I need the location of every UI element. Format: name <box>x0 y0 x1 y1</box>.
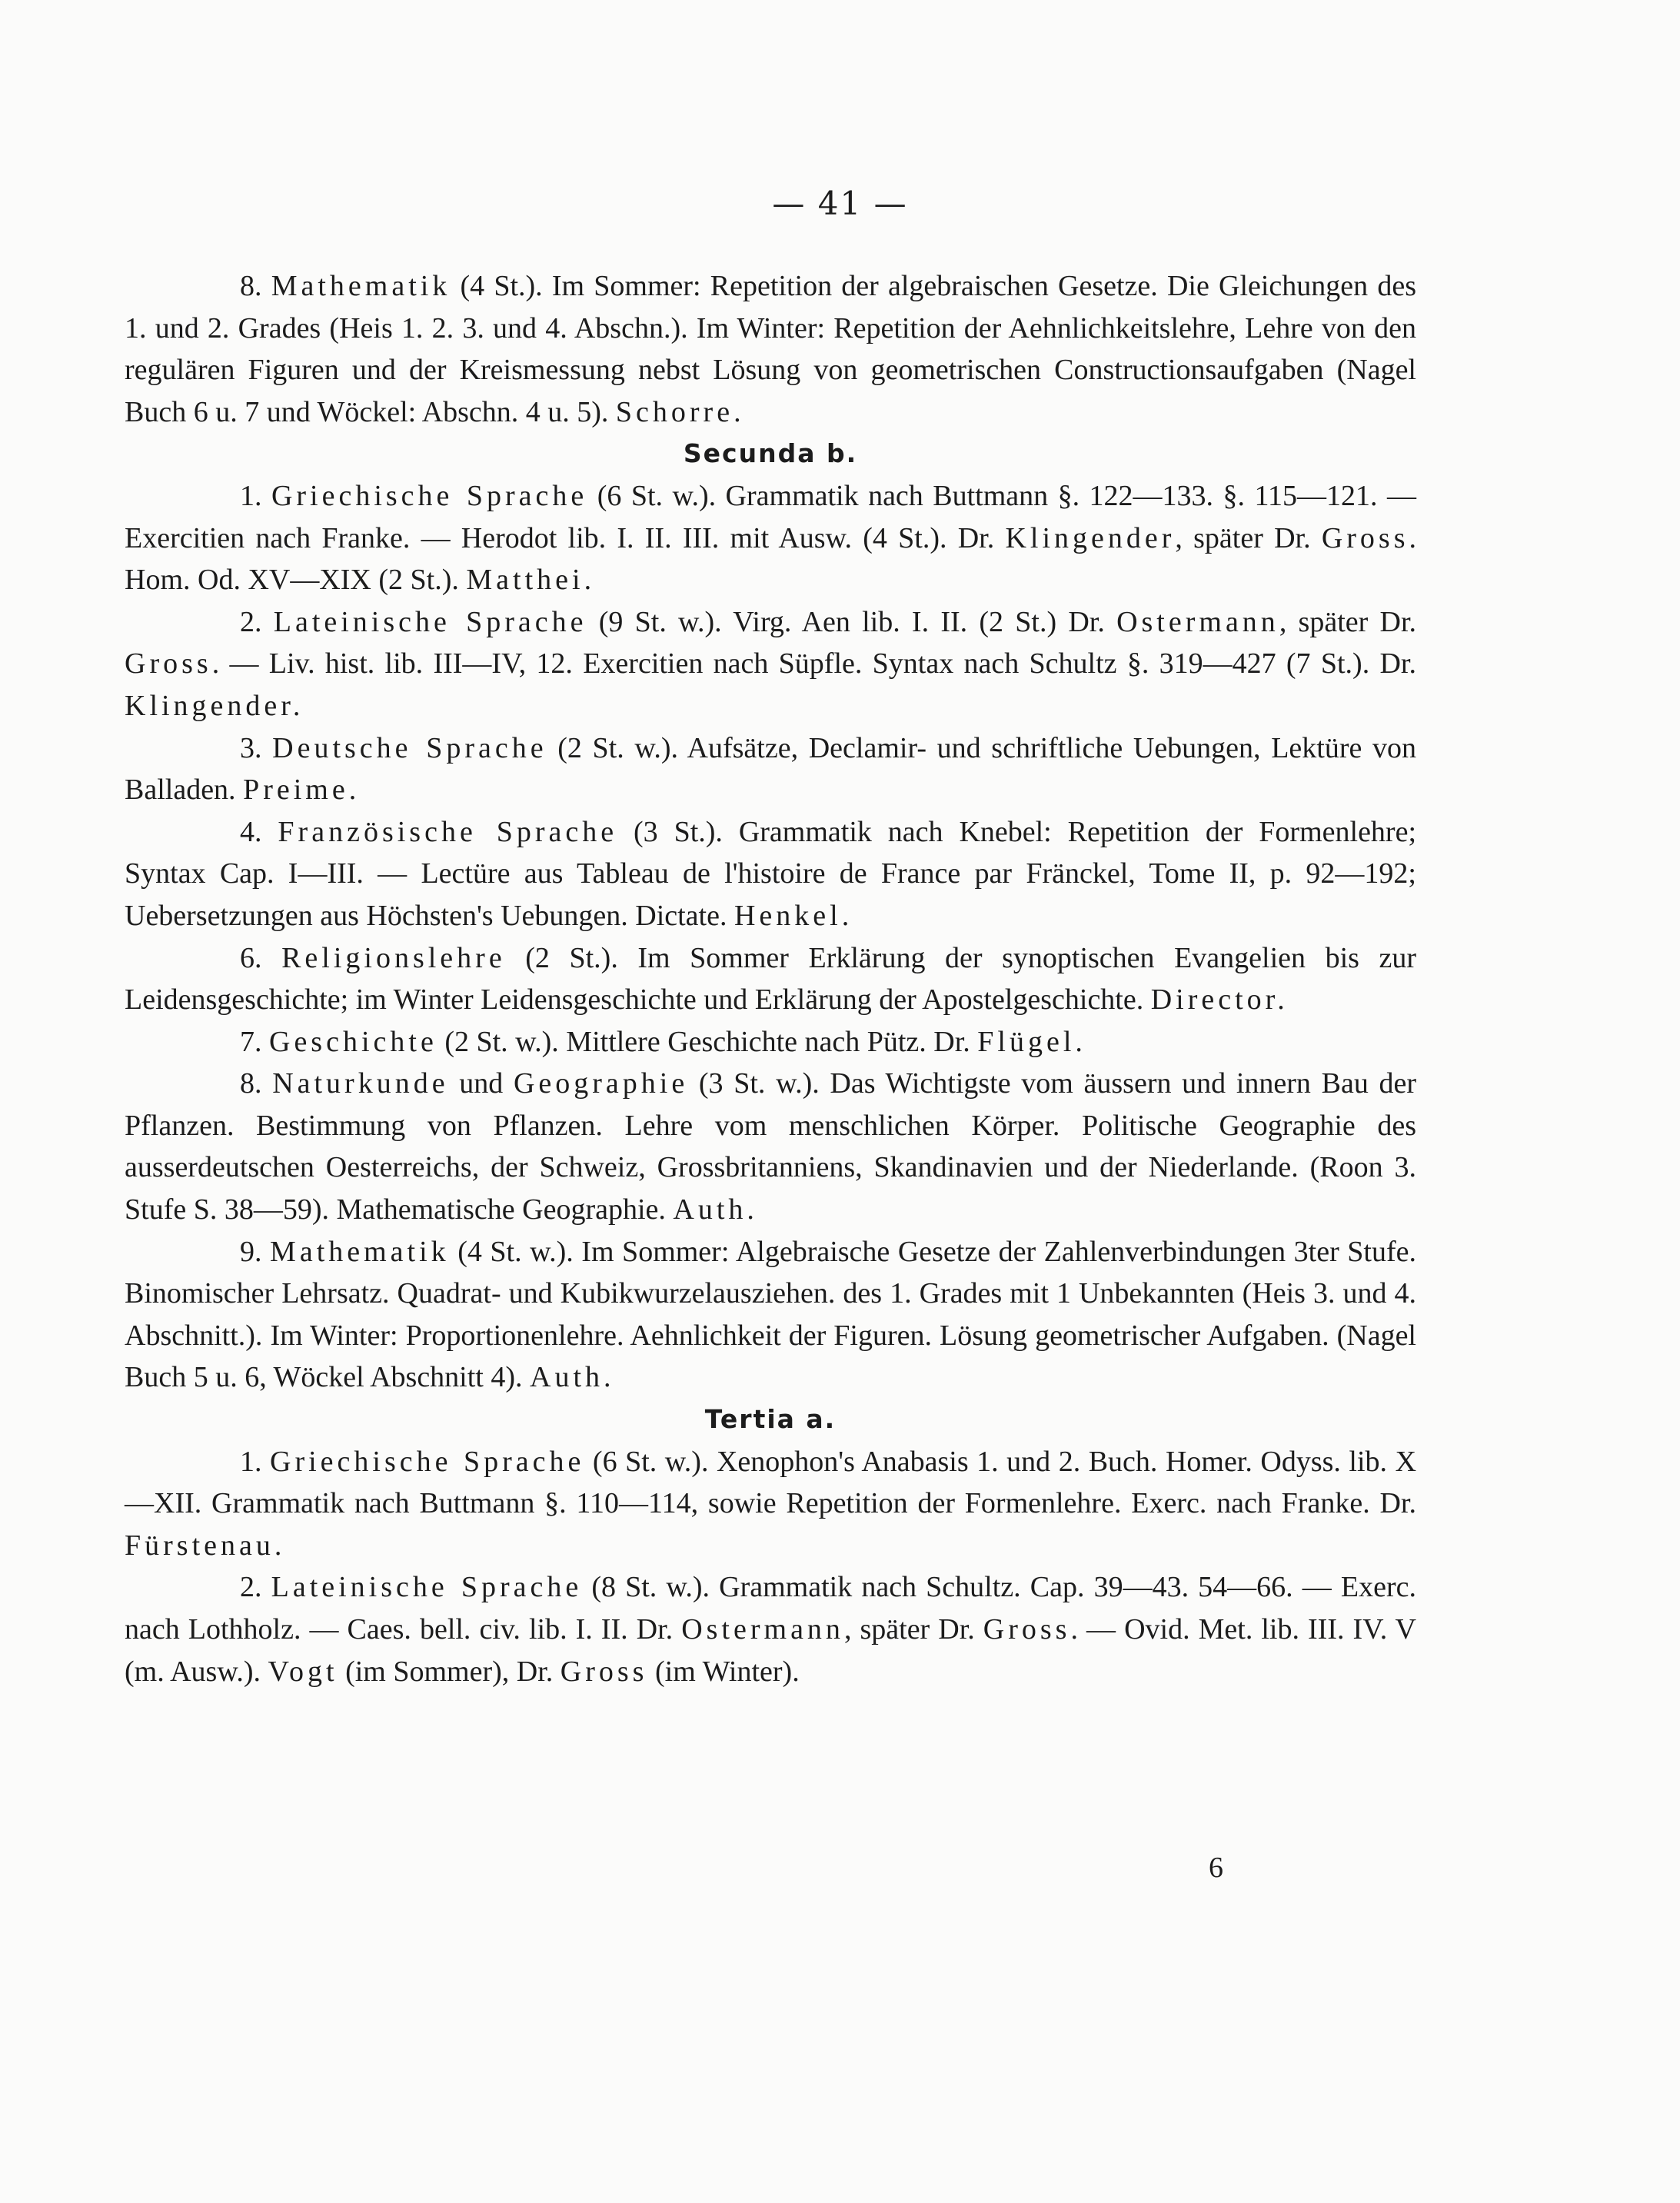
spaced-term: Gross <box>125 647 212 681</box>
spaced-term: Henkel. <box>734 899 853 932</box>
text-run: 6. <box>240 941 282 974</box>
paragraph <box>125 601 1416 727</box>
text-run: 2. <box>240 1571 271 1604</box>
spaced-term: Vogt <box>268 1655 338 1688</box>
text-run: (2 St. w.). Mittlere Geschichte nach Pütz. Dr. <box>437 1025 978 1058</box>
spaced-term: Ostermann <box>1116 605 1279 638</box>
text-run: . — Ovid. Met. lib. III. IV. V (m. Ausw.). <box>125 1613 1417 1688</box>
paragraph <box>125 475 1416 601</box>
text-run: (3 St. w.). Das Wichtigste vom äussern und innern Bau der Pflanzen. Bestimmung von Pflanzen. Lehre vom menschlichen Körper. Politische Geographie des ausserdeutschen Oesterreichs, der Schweiz, Grossbritanniens, Skandinavien und der Niederlande. (Roon 3. Stufe S. 38—59). Mathematische Geographie. <box>125 1067 1417 1226</box>
text-run: 9. <box>240 1235 271 1268</box>
text-run: und <box>448 1067 514 1100</box>
spaced-term: Klingender <box>1005 521 1176 554</box>
spaced-term: Geographie <box>513 1067 689 1100</box>
signature-mark: 6 <box>1209 1852 1223 1884</box>
spaced-term: Lateinische Sprache <box>273 605 587 638</box>
section-heading: Tertia a. <box>704 1404 837 1435</box>
text-run: 4. <box>240 815 278 848</box>
paragraph <box>125 1231 1416 1399</box>
spaced-term: Griechische Sprache <box>270 1445 585 1478</box>
spaced-term: Ostermann <box>681 1613 844 1646</box>
text-run: (4 St. w.). Im Sommer: Algebraische Gesetze der Zahlenverbindungen 3ter Stufe. Binomischer Lehrsatz. Quadrat- und Kubikwurzelausziehen. des 1. Grades mit 1 Unbekannten (Heis 3. und 4. Abschnitt.). Im Winter: Proportionenlehre. Aehnlichkeit der Figuren. Lösung geometrischer Aufgaben. (Nagel Buch 5 u. 6, Wöckel Abschnitt 4). <box>125 1235 1416 1394</box>
text-run: (2 St.). Im Sommer Erklärung der synoptischen Evangelien bis zur Leidensgeschichte; im Winter Leidensgeschichte und Erklärung der Apostelgeschichte. <box>125 941 1417 1017</box>
spaced-term: Gross <box>983 1613 1071 1646</box>
text-run: (3 St.). Grammatik nach Knebel: Repetition der Formenlehre; Syntax Cap. I—III. — Lectüre aus Tableau de l'histoire de France par Fränckel, Tome II, p. 92—192; Uebersetzungen aus Höchsten's Uebungen. Dictate. <box>125 815 1417 932</box>
text-run: (6 St. w.). Grammatik nach Buttmann §. 122—133. §. 115—121. — Exercitien nach Franke. — Herodot lib. I. II. III. mit Ausw. (4 St.). Dr. <box>125 479 1416 554</box>
spaced-term: Gross <box>1321 521 1409 554</box>
paragraph <box>125 1441 1416 1567</box>
text-run: (6 St. w.). Xenophon's Anabasis 1. und 2. Buch. Homer. Odyss. lib. X—XII. Grammatik nach Buttmann §. 110—114, sowie Repetition der Formenlehre. Exerc. nach Franke. Dr. <box>125 1445 1417 1520</box>
spaced-term: Matthei. <box>466 564 596 597</box>
paragraph <box>125 1566 1416 1692</box>
spaced-term: Schorre. <box>615 395 745 428</box>
spaced-term: Flügel. <box>977 1025 1086 1058</box>
text-run: (8 St. w.). Grammatik nach Schultz. Cap. 39—43. 54—66. — Exerc. nach Lothholz. — Caes. bell. civ. lib. I. II. Dr. <box>125 1571 1416 1646</box>
spaced-term: Französische Sprache <box>278 815 618 848</box>
text-run: , später Dr. <box>1175 521 1322 554</box>
document-body <box>125 265 1416 1692</box>
spaced-term: Fürstenau. <box>125 1529 286 1562</box>
paragraph <box>125 1021 1416 1063</box>
spaced-term: Gross <box>560 1655 648 1688</box>
spaced-term: Auth. <box>673 1193 758 1226</box>
paragraph <box>125 727 1416 811</box>
spaced-term: Deutsche Sprache <box>272 731 547 764</box>
text-run: 3. <box>240 731 273 764</box>
text-run: 7. <box>240 1025 269 1058</box>
text-run: . — Liv. hist. lib. III—IV, 12. Exercitien nach Süpfle. Syntax nach Schultz §. 319—427 (7 St.). Dr. <box>211 647 1416 681</box>
spaced-term: Preime. <box>243 774 361 807</box>
spaced-term: Religionslehre <box>281 941 506 974</box>
spaced-term: Auth. <box>530 1361 615 1394</box>
text-run: , später Dr. <box>1279 605 1417 638</box>
text-run: 8. <box>240 270 271 302</box>
text-run: (4 St.). Im Sommer: Repetition der algebraischen Gesetze. Die Gleichungen des 1. und 2. Grades (Heis 1. 2. 3. und 4. Abschn.). Im Winter: Repetition der Aehnlichkeitslehre, Lehre von den regulären Figuren und der Kreismessung nebst Lösung von geometrischen Constructionsaufgaben (Nagel Buch 6 u. 7 und Wöckel: Abschn. 4 u. 5). <box>125 270 1417 428</box>
spaced-term: Griechische Sprache <box>271 479 588 512</box>
text-run: (im Winter). <box>647 1655 800 1688</box>
text-run: 1. <box>240 479 271 512</box>
spaced-term: Naturkunde <box>272 1067 449 1100</box>
spaced-term: Geschichte <box>269 1025 437 1058</box>
spaced-term: Lateinische Sprache <box>271 1571 583 1604</box>
text-run: (9 St. w.). Virg. Aen lib. I. II. (2 St.) Dr. <box>587 605 1117 638</box>
spaced-term: Mathematik <box>270 1235 450 1268</box>
paragraph <box>125 265 1416 433</box>
spaced-term: Mathematik <box>271 270 451 302</box>
spaced-term: Klingender. <box>125 689 304 722</box>
paragraph <box>125 811 1416 937</box>
page-number: — 41 — <box>772 185 908 222</box>
text-run: (im Sommer), Dr. <box>338 1655 561 1688</box>
text-run: 8. <box>240 1067 273 1100</box>
paragraph <box>125 937 1416 1021</box>
text-run: (2 St. w.). Aufsätze, Declamir- und schriftliche Uebungen, Lektüre von Balladen. <box>125 731 1416 807</box>
text-run: , später Dr. <box>843 1613 983 1646</box>
paragraph <box>125 1063 1416 1230</box>
section-heading: Secunda b. <box>683 438 858 469</box>
text-run: . Hom. Od. XV—XIX (2 St.). <box>125 521 1416 597</box>
spaced-term: Director. <box>1150 983 1289 1017</box>
text-run: 2. <box>240 605 274 638</box>
text-run: 1. <box>240 1445 271 1478</box>
